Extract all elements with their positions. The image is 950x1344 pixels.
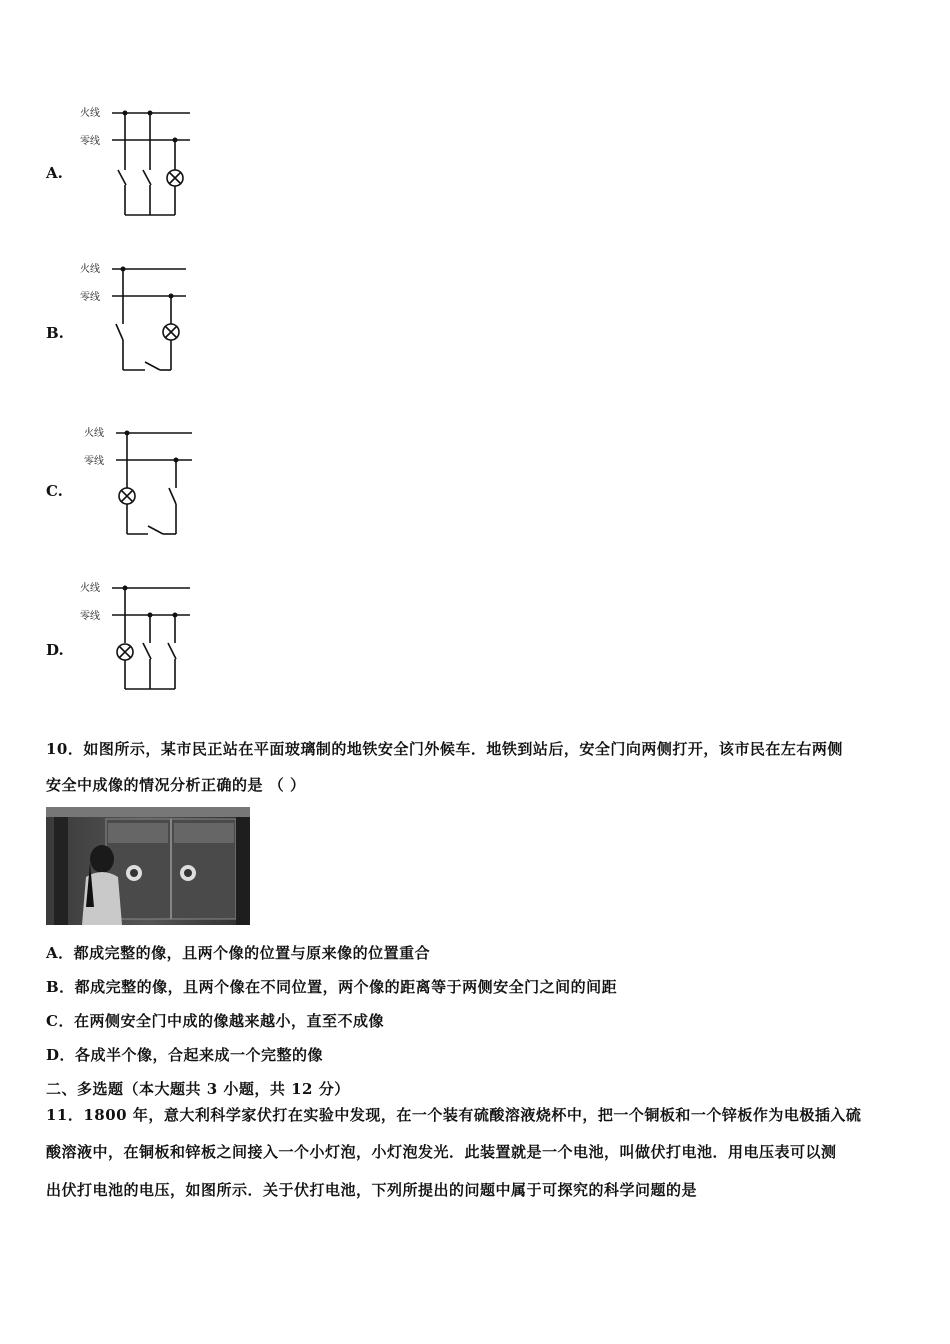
question-10-line-1: 10．如图所示，某市民正站在平面玻璃制的地铁安全门外候车．地铁到站后，安全门向两侧打开，该市民在左右两侧 xyxy=(46,740,843,758)
live-wire-label: 火线 xyxy=(84,428,104,439)
circuit-diagram-b xyxy=(78,256,198,381)
question-10-line-2: 安全中成像的情况分析正确的是 （ ） xyxy=(46,776,306,794)
circuit-diagram-a xyxy=(78,100,198,220)
option-c-label: C. xyxy=(46,482,63,500)
question-10-option-b: B．都成完整的像，且两个像在不同位置，两个像的距离等于两侧安全门之间的间距 xyxy=(46,978,618,996)
live-wire-label: 火线 xyxy=(80,108,100,119)
subway-platform-photo xyxy=(46,807,250,925)
question-11-line-2: 酸溶液中，在铜板和锌板之间接入一个小灯泡，小灯泡发光．此装置就是一个电池，叫做伏打电池．用电压表可以测 xyxy=(46,1143,837,1161)
section-heading-multiple-choice: 二、多选题（本大题共 3 小题，共 12 分） xyxy=(46,1080,350,1098)
question-11-line-3: 出伏打电池的电压，如图所示．关于伏打电池，下列所提出的问题中属于可探究的科学问题的是 xyxy=(46,1181,698,1199)
circuit-diagram-d xyxy=(78,575,198,695)
neutral-wire-label: 零线 xyxy=(80,136,100,147)
question-10-option-a: A．都成完整的像，且两个像的位置与原来像的位置重合 xyxy=(46,944,431,962)
option-d-label: D. xyxy=(46,641,64,659)
circuit-diagram-c xyxy=(78,420,198,545)
question-10-option-d: D．各成半个像，合起来成一个完整的像 xyxy=(46,1046,324,1064)
live-wire-label: 火线 xyxy=(80,583,100,594)
option-b-label: B. xyxy=(46,324,64,342)
neutral-wire-label: 零线 xyxy=(84,456,104,467)
question-11-line-1: 11．1800 年，意大利科学家伏打在实验中发现，在一个装有硫酸溶液烧杯中，把一个铜板和一个锌板作为电极插入硫 xyxy=(46,1106,862,1124)
option-a-label: A. xyxy=(46,164,63,182)
question-10-option-c: C．在两侧安全门中成的像越来越小，直至不成像 xyxy=(46,1012,384,1030)
neutral-wire-label: 零线 xyxy=(80,292,100,303)
live-wire-label: 火线 xyxy=(80,264,100,275)
neutral-wire-label: 零线 xyxy=(80,611,100,622)
